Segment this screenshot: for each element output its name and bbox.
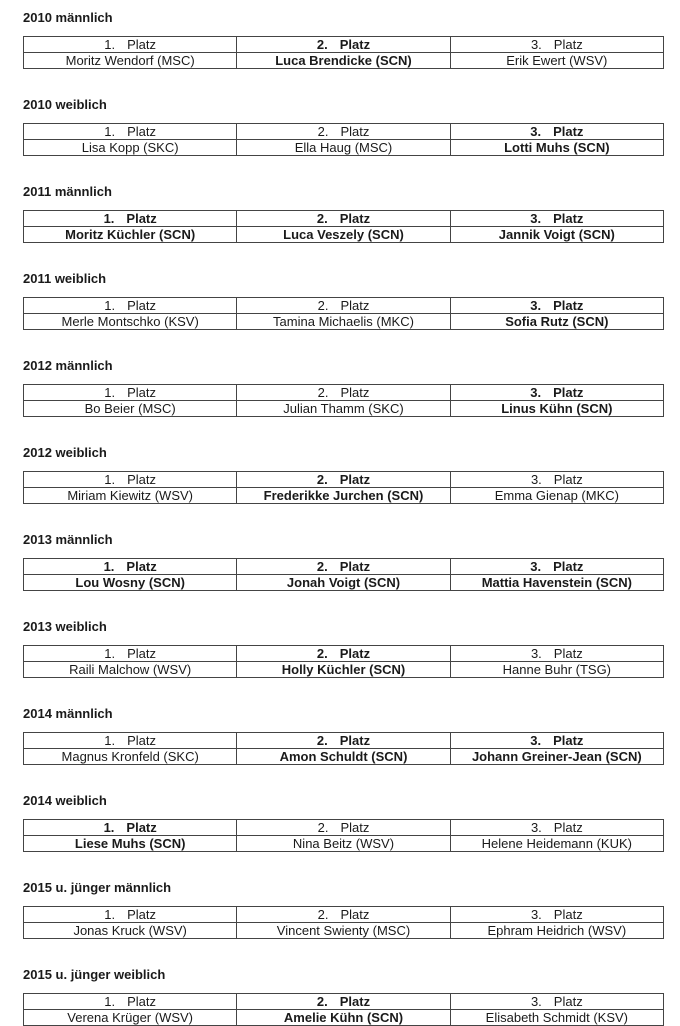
place-number: 2. bbox=[317, 385, 329, 400]
place-number: 2. bbox=[317, 820, 329, 835]
place-number: 2. bbox=[316, 646, 328, 661]
placement-row bbox=[24, 124, 664, 140]
place-word: Platz bbox=[127, 646, 157, 661]
results-table bbox=[23, 36, 664, 69]
athlete-name: Vincent Swienty (MSC) bbox=[237, 923, 450, 939]
place-cell bbox=[237, 907, 450, 923]
place-number: 2. bbox=[316, 472, 328, 487]
place-cell bbox=[237, 559, 450, 575]
athlete-name: Jonah Voigt (SCN) bbox=[237, 575, 450, 591]
name-row bbox=[24, 227, 664, 243]
place-number: 1. bbox=[103, 559, 115, 574]
place-number: 2. bbox=[316, 994, 328, 1009]
placement-row bbox=[24, 994, 664, 1010]
athlete-name: Miriam Kiewitz (WSV) bbox=[24, 488, 237, 504]
place-word: Platz bbox=[339, 733, 371, 748]
place-cell bbox=[24, 820, 237, 836]
place-cell bbox=[24, 124, 237, 140]
place-number: 2. bbox=[317, 298, 329, 313]
place-number: 1. bbox=[103, 211, 115, 226]
name-row bbox=[24, 662, 664, 678]
name-row bbox=[24, 140, 664, 156]
place-cell bbox=[24, 385, 237, 401]
name-row bbox=[24, 488, 664, 504]
place-cell bbox=[24, 472, 237, 488]
name-row bbox=[24, 53, 664, 69]
athlete-name: Luca Veszely (SCN) bbox=[237, 227, 450, 243]
athlete-name: Jannik Voigt (SCN) bbox=[450, 227, 663, 243]
place-number: 3. bbox=[530, 211, 542, 226]
name-row bbox=[24, 1010, 664, 1026]
name-row bbox=[24, 923, 664, 939]
placement-row bbox=[24, 559, 664, 575]
place-cell bbox=[24, 646, 237, 662]
place-word: Platz bbox=[553, 820, 583, 835]
place-word: Platz bbox=[553, 298, 584, 313]
athlete-name: Amelie Kühn (SCN) bbox=[237, 1010, 450, 1026]
place-number: 2. bbox=[316, 559, 328, 574]
place-cell bbox=[24, 211, 237, 227]
place-word: Platz bbox=[126, 559, 157, 574]
athlete-name: Lotti Muhs (SCN) bbox=[450, 140, 663, 156]
place-cell bbox=[237, 733, 450, 749]
place-word: Platz bbox=[553, 994, 583, 1009]
placement-row bbox=[24, 37, 664, 53]
results-table bbox=[23, 384, 664, 417]
athlete-name: Lou Wosny (SCN) bbox=[24, 575, 237, 591]
placement-row bbox=[24, 298, 664, 314]
name-row bbox=[24, 575, 664, 591]
place-word: Platz bbox=[553, 124, 584, 139]
place-cell bbox=[450, 37, 663, 53]
results-table bbox=[23, 993, 664, 1026]
athlete-name: Hanne Buhr (TSG) bbox=[450, 662, 663, 678]
place-word: Platz bbox=[339, 994, 371, 1009]
athlete-name: Moritz Wendorf (MSC) bbox=[24, 53, 237, 69]
place-cell bbox=[450, 559, 663, 575]
category-heading: 2011 weiblich bbox=[23, 271, 107, 286]
athlete-name: Tamina Michaelis (MKC) bbox=[237, 314, 450, 330]
athlete-name: Jonas Kruck (WSV) bbox=[24, 923, 237, 939]
results-table bbox=[23, 732, 664, 765]
place-word: Platz bbox=[126, 211, 157, 226]
athlete-name: Liese Muhs (SCN) bbox=[24, 836, 237, 852]
place-number: 3. bbox=[530, 385, 542, 400]
place-number: 3. bbox=[530, 472, 542, 487]
place-number: 2. bbox=[317, 124, 329, 139]
place-number: 1. bbox=[104, 646, 116, 661]
place-number: 1. bbox=[104, 994, 116, 1009]
place-number: 1. bbox=[104, 907, 116, 922]
place-number: 3. bbox=[530, 907, 542, 922]
athlete-name: Lisa Kopp (SKC) bbox=[24, 140, 237, 156]
place-number: 1. bbox=[104, 733, 116, 748]
place-word: Platz bbox=[553, 907, 583, 922]
name-row bbox=[24, 401, 664, 417]
place-word: Platz bbox=[127, 733, 157, 748]
place-cell bbox=[24, 733, 237, 749]
athlete-name: Mattia Havenstein (SCN) bbox=[450, 575, 663, 591]
category-heading: 2013 männlich bbox=[23, 532, 113, 547]
place-number: 1. bbox=[104, 298, 116, 313]
place-number: 1. bbox=[104, 124, 116, 139]
place-number: 3. bbox=[530, 559, 542, 574]
name-row bbox=[24, 314, 664, 330]
place-cell bbox=[450, 385, 663, 401]
athlete-name: Moritz Küchler (SCN) bbox=[24, 227, 237, 243]
placement-row bbox=[24, 211, 664, 227]
place-word: Platz bbox=[127, 298, 157, 313]
place-word: Platz bbox=[340, 385, 370, 400]
place-number: 3. bbox=[530, 124, 542, 139]
category-heading: 2011 männlich bbox=[23, 184, 112, 199]
category-heading: 2015 u. jünger männlich bbox=[23, 880, 172, 895]
place-cell bbox=[237, 646, 450, 662]
placement-row bbox=[24, 820, 664, 836]
place-word: Platz bbox=[339, 37, 371, 52]
athlete-name: Julian Thamm (SKC) bbox=[237, 401, 450, 417]
athlete-name: Raili Malchow (WSV) bbox=[24, 662, 237, 678]
category-heading: 2014 weiblich bbox=[23, 793, 107, 808]
place-cell bbox=[237, 37, 450, 53]
place-number: 3. bbox=[530, 994, 542, 1009]
athlete-name: Erik Ewert (WSV) bbox=[450, 53, 663, 69]
place-number: 2. bbox=[316, 211, 328, 226]
place-cell bbox=[450, 820, 663, 836]
category-heading: 2015 u. jünger weiblich bbox=[23, 967, 166, 982]
place-number: 3. bbox=[530, 733, 542, 748]
athlete-name: Sofia Rutz (SCN) bbox=[450, 314, 663, 330]
placement-row bbox=[24, 733, 664, 749]
place-word: Platz bbox=[127, 37, 157, 52]
place-word: Platz bbox=[339, 472, 371, 487]
results-table bbox=[23, 297, 664, 330]
place-cell bbox=[450, 211, 663, 227]
place-cell bbox=[450, 298, 663, 314]
place-word: Platz bbox=[126, 820, 157, 835]
athlete-name: Magnus Kronfeld (SKC) bbox=[24, 749, 237, 765]
place-cell bbox=[450, 472, 663, 488]
category-heading: 2013 weiblich bbox=[23, 619, 107, 634]
place-number: 2. bbox=[316, 37, 328, 52]
athlete-name: Verena Krüger (WSV) bbox=[24, 1010, 237, 1026]
place-word: Platz bbox=[339, 646, 371, 661]
placement-row bbox=[24, 646, 664, 662]
place-word: Platz bbox=[553, 385, 584, 400]
athlete-name: Bo Beier (MSC) bbox=[24, 401, 237, 417]
results-table bbox=[23, 123, 664, 156]
place-word: Platz bbox=[340, 124, 370, 139]
place-cell bbox=[24, 907, 237, 923]
category-heading: 2012 weiblich bbox=[23, 445, 107, 460]
place-cell bbox=[24, 298, 237, 314]
athlete-name: Emma Gienap (MKC) bbox=[450, 488, 663, 504]
results-table bbox=[23, 645, 664, 678]
place-number: 1. bbox=[103, 820, 115, 835]
place-word: Platz bbox=[339, 211, 371, 226]
category-heading: 2014 männlich bbox=[23, 706, 113, 721]
place-word: Platz bbox=[553, 211, 584, 226]
place-word: Platz bbox=[553, 733, 584, 748]
place-word: Platz bbox=[553, 559, 584, 574]
placement-row bbox=[24, 385, 664, 401]
athlete-name: Ella Haug (MSC) bbox=[237, 140, 450, 156]
place-word: Platz bbox=[127, 994, 157, 1009]
place-word: Platz bbox=[127, 472, 157, 487]
place-cell bbox=[450, 124, 663, 140]
results-table bbox=[23, 210, 664, 243]
place-cell bbox=[450, 733, 663, 749]
place-number: 1. bbox=[104, 385, 116, 400]
place-cell bbox=[450, 994, 663, 1010]
place-number: 1. bbox=[104, 472, 116, 487]
place-number: 3. bbox=[530, 646, 542, 661]
athlete-name: Ephram Heidrich (WSV) bbox=[450, 923, 663, 939]
place-number: 1. bbox=[104, 37, 116, 52]
place-cell bbox=[237, 820, 450, 836]
place-cell bbox=[450, 907, 663, 923]
placement-row bbox=[24, 907, 664, 923]
placement-row bbox=[24, 472, 664, 488]
place-number: 2. bbox=[317, 907, 329, 922]
athlete-name: Amon Schuldt (SCN) bbox=[237, 749, 450, 765]
athlete-name: Merle Montschko (KSV) bbox=[24, 314, 237, 330]
athlete-name: Luca Brendicke (SCN) bbox=[237, 53, 450, 69]
place-word: Platz bbox=[553, 472, 583, 487]
athlete-name: Holly Küchler (SCN) bbox=[237, 662, 450, 678]
place-cell bbox=[237, 472, 450, 488]
athlete-name: Johann Greiner-Jean (SCN) bbox=[450, 749, 663, 765]
results-table bbox=[23, 819, 664, 852]
place-cell bbox=[24, 559, 237, 575]
athlete-name: Nina Beitz (WSV) bbox=[237, 836, 450, 852]
place-cell bbox=[237, 994, 450, 1010]
results-table bbox=[23, 471, 664, 504]
place-word: Platz bbox=[127, 385, 157, 400]
place-word: Platz bbox=[127, 124, 157, 139]
results-table bbox=[23, 906, 664, 939]
place-cell bbox=[237, 211, 450, 227]
category-heading: 2010 männlich bbox=[23, 10, 113, 25]
place-cell bbox=[237, 385, 450, 401]
athlete-name: Frederikke Jurchen (SCN) bbox=[237, 488, 450, 504]
place-word: Platz bbox=[340, 298, 370, 313]
place-number: 3. bbox=[530, 37, 542, 52]
category-heading: 2012 männlich bbox=[23, 358, 113, 373]
place-number: 2. bbox=[316, 733, 328, 748]
place-word: Platz bbox=[127, 907, 157, 922]
place-cell bbox=[237, 298, 450, 314]
athlete-name: Helene Heidemann (KUK) bbox=[450, 836, 663, 852]
place-number: 3. bbox=[530, 298, 542, 313]
place-cell bbox=[237, 124, 450, 140]
name-row bbox=[24, 836, 664, 852]
place-word: Platz bbox=[339, 559, 371, 574]
place-cell bbox=[24, 37, 237, 53]
athlete-name: Elisabeth Schmidt (KSV) bbox=[450, 1010, 663, 1026]
results-table bbox=[23, 558, 664, 591]
place-cell bbox=[450, 646, 663, 662]
athlete-name: Linus Kühn (SCN) bbox=[450, 401, 663, 417]
place-word: Platz bbox=[340, 907, 370, 922]
place-number: 3. bbox=[530, 820, 542, 835]
category-heading: 2010 weiblich bbox=[23, 97, 107, 112]
place-cell bbox=[24, 994, 237, 1010]
place-word: Platz bbox=[340, 820, 370, 835]
place-word: Platz bbox=[553, 37, 583, 52]
name-row bbox=[24, 749, 664, 765]
place-word: Platz bbox=[553, 646, 583, 661]
